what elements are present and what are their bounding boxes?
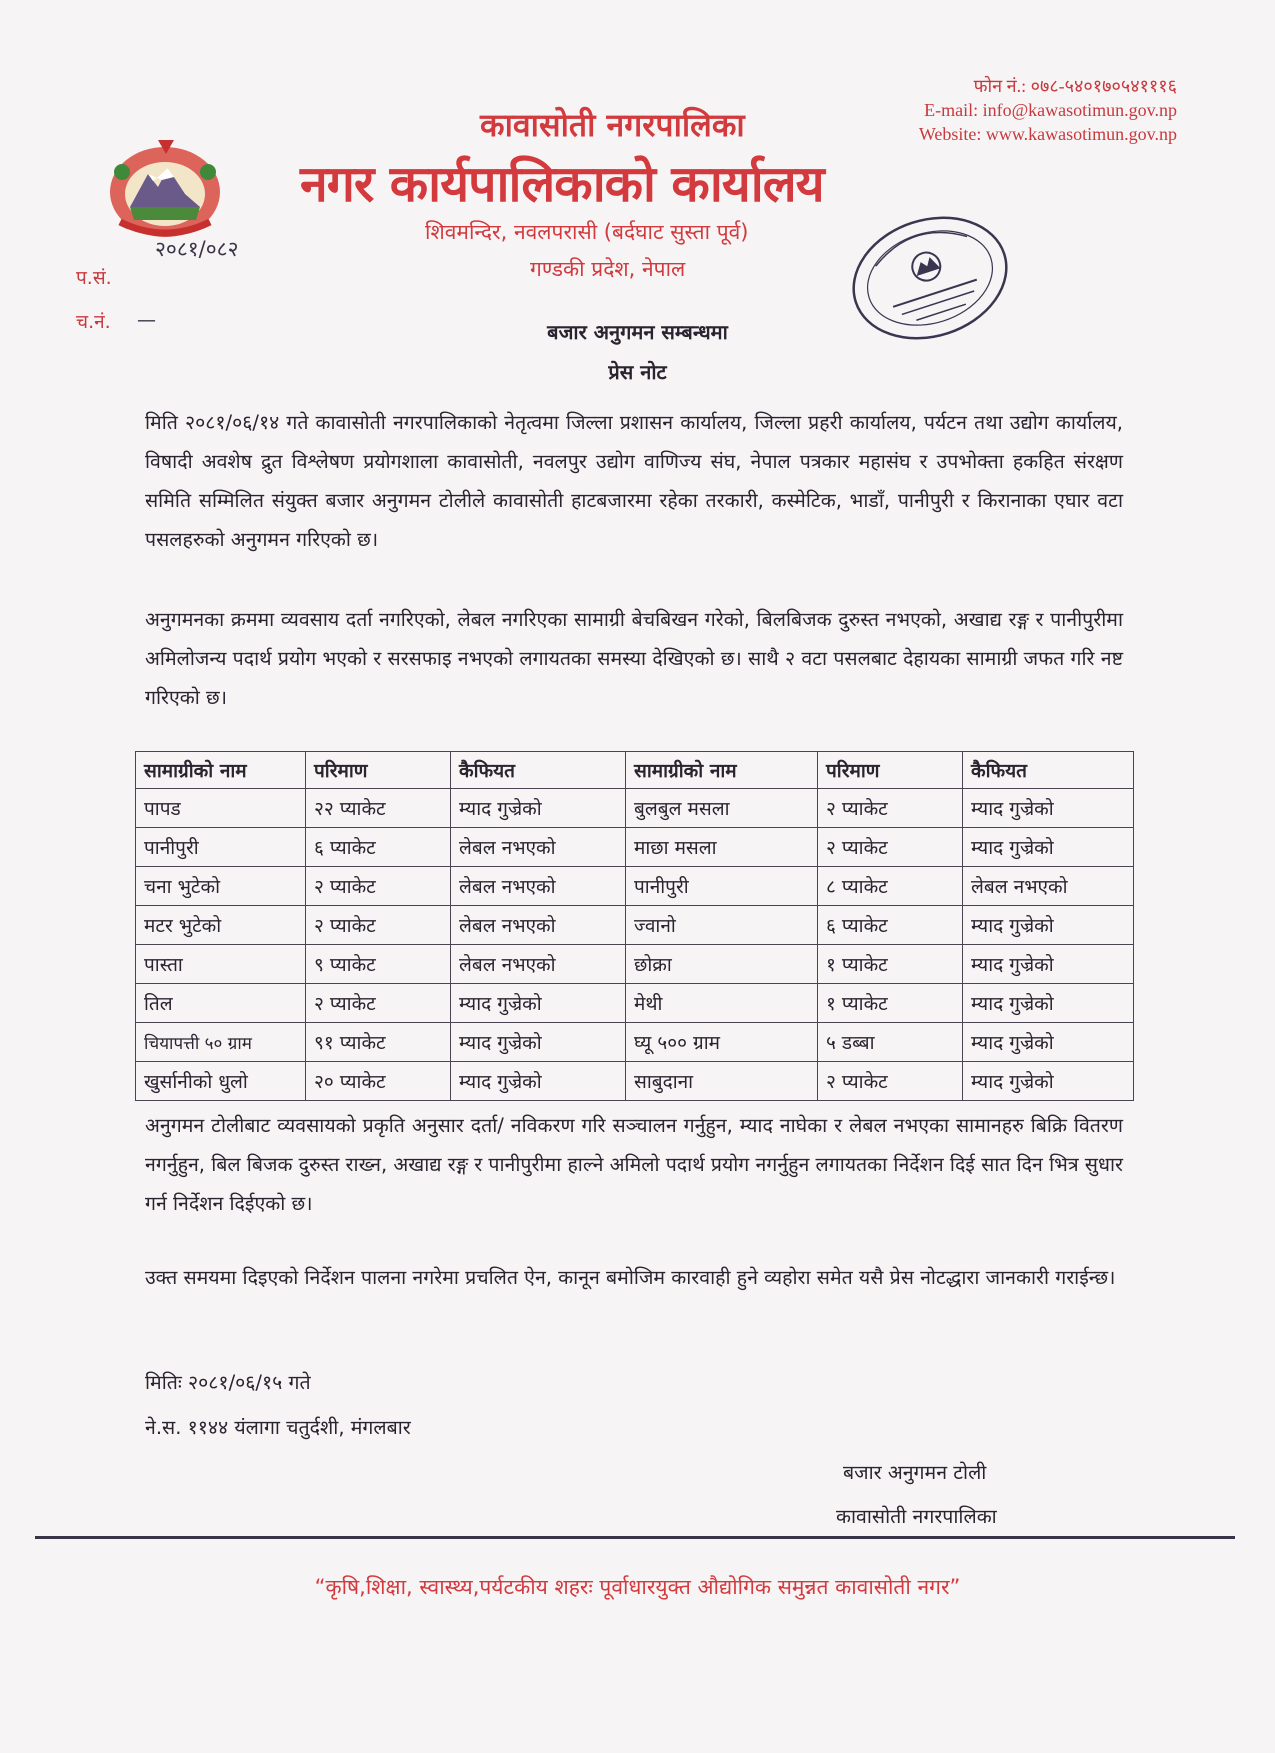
table-cell: २२ प्याकेट	[306, 789, 451, 828]
table-cell: १ प्याकेट	[818, 984, 963, 1023]
table-cell: म्याद गुज्रेको	[963, 828, 1134, 867]
header-remarks: कैफियत	[451, 752, 626, 789]
press-note-heading: प्रेस नोट	[608, 360, 667, 384]
fiscal-year: २०८१/०८२	[155, 237, 239, 261]
header-quantity: परिमाण	[818, 752, 963, 789]
table-cell: म्याद गुज्रेको	[963, 789, 1134, 828]
phone-number: फोन नं.: ०७८-५४०१७०५४१११६	[973, 76, 1177, 96]
table-cell: तिल	[136, 984, 306, 1023]
office-name: नगर कार्यपालिकाको कार्यालय	[300, 155, 824, 213]
table-cell: म्याद गुज्रेको	[963, 1062, 1134, 1101]
contact-block	[919, 74, 1177, 146]
signatory-municipality: कावासोती नगरपालिका	[836, 1505, 997, 1528]
table-cell: खुर्सानीको धुलो	[136, 1062, 306, 1101]
table-cell: लेबल नभएको	[963, 867, 1134, 906]
table-row	[136, 867, 1134, 906]
table-cell: म्याद गुज्रेको	[963, 906, 1134, 945]
table-cell: बुलबुल मसला	[626, 789, 818, 828]
table-cell: छोक्रा	[626, 945, 818, 984]
nepal-sambat-date: ने.स. ११४४ यंलागा चतुर्दशी, मंगलबार	[145, 1416, 411, 1439]
table-cell: म्याद गुज्रेको	[451, 789, 626, 828]
address-line-1: शिवमन्दिर, नवलपरासी (बर्दघाट सुस्ता पूर्व)	[425, 220, 749, 244]
table-cell: ९ प्याकेट	[306, 945, 451, 984]
header-remarks: कैफियत	[963, 752, 1134, 789]
email-address: E-mail: info@kawasotimun.gov.np	[924, 100, 1177, 120]
paragraph-directives: अनुगमन टोलीबाट व्यवसायको प्रकृति अनुसार दर्ता/ नविकरण गरि सञ्चालन गर्नुहुन, म्याद नाघेका र लेबल नभएका सामानहरु बिक्रि वितरण नगर्नुहुन, बिल बिजक दुरुस्त राख्न, अखाद्य रङ्ग र पानीपुरीमा हाल्ने अमिलो पदार्थ प्रयोग नगर्नुहुन लगायतका निर्देशन दिई सात दिन भित्र सुधार गर्न निर्देशन दिईएको छ।	[145, 1114, 1123, 1215]
table-cell: २ प्याकेट	[306, 867, 451, 906]
letter-subject: बजार अनुगमन सम्बन्धमा	[547, 320, 728, 344]
table-cell: १ प्याकेट	[818, 945, 963, 984]
table-cell: ज्वानो	[626, 906, 818, 945]
issue-date: मितिः २०८१/०६/१५ गते	[145, 1371, 311, 1394]
table-cell: मटर भुटेको	[136, 906, 306, 945]
table-cell: मेथी	[626, 984, 818, 1023]
table-cell: ९१ प्याकेट	[306, 1023, 451, 1062]
municipality-name: कावासोती नगरपालिका	[480, 106, 745, 144]
table-cell: म्याद गुज्रेको	[451, 1023, 626, 1062]
table-row	[136, 984, 1134, 1023]
table-row	[136, 1062, 1134, 1101]
paragraph-findings: अनुगमनका क्रममा व्यवसाय दर्ता नगरिएको, लेबल नगरिएका सामाग्री बेचबिखन गरेको, बिलबिजक दुरुस्त नभएको, अखाद्य रङ्ग र पानीपुरीमा अमिलोजन्य पदार्थ प्रयोग भएको र सरसफाइ नभएको लगायतका समस्या देखिएको छ। साथै २ वटा पसलबाट देहायका सामाग्री जफत गरि नष्ट गरिएको छ।	[145, 608, 1123, 709]
table-cell: लेबल नभएको	[451, 906, 626, 945]
table-cell: म्याद गुज्रेको	[451, 1062, 626, 1101]
table-cell: पानीपुरी	[626, 867, 818, 906]
table-cell: घ्यू ५०० ग्राम	[626, 1023, 818, 1062]
table-row	[136, 828, 1134, 867]
table-cell: ८ प्याकेट	[818, 867, 963, 906]
footer-divider	[35, 1536, 1235, 1539]
header-item-name: सामाग्रीको नाम	[136, 752, 306, 789]
table-cell: २० प्याकेट	[306, 1062, 451, 1101]
table-cell: लेबल नभएको	[451, 867, 626, 906]
address-line-2: गण्डकी प्रदेश, नेपाल	[530, 257, 686, 281]
table-header-row	[136, 752, 1134, 789]
reference-number-label: प.सं.	[76, 267, 112, 289]
signatory-team: बजार अनुगमन टोली	[843, 1461, 987, 1484]
table-cell: म्याद गुज्रेको	[963, 984, 1134, 1023]
municipality-slogan: “कृषि,शिक्षा, स्वास्थ्य,पर्यटकीय शहरः पूर्वाधारयुक्त औद्योगिक समुन्नत कावासोती नगर”	[314, 1575, 961, 1599]
header-quantity: परिमाण	[306, 752, 451, 789]
table-cell: २ प्याकेट	[306, 906, 451, 945]
table-cell: पानीपुरी	[136, 828, 306, 867]
table-cell: म्याद गुज्रेको	[451, 984, 626, 1023]
table-cell: ५ डब्बा	[818, 1023, 963, 1062]
website-address: Website: www.kawasotimun.gov.np	[918, 124, 1177, 144]
table-cell: माछा मसला	[626, 828, 818, 867]
table-cell: २ प्याकेट	[306, 984, 451, 1023]
paragraph-monitoring-summary: मिति २०८१/०६/१४ गते कावासोती नगरपालिकाको नेतृत्वमा जिल्ला प्रशासन कार्यालय, जिल्ला प्रहरी कार्यालय, पर्यटन तथा उद्योग कार्यालय, विषादी अवशेष द्रुत विश्लेषण प्रयोगशाला कावासोती, नवलपुर उद्योग वाणिज्य संघ, नेपाल पत्रकार महासंघ र उपभोक्ता हकहित संरक्षण समिति सम्मिलित संयुक्त बजार अनुगमन टोलीले कावासोती हाटबजारमा रहेका तरकारी, कस्मेटिक, भाडाँ, पानीपुरी र किरानाका एघार वटा पसलहरुको अनुगमन गरिएको छ।	[145, 411, 1123, 551]
table-cell: २ प्याकेट	[818, 789, 963, 828]
table-cell: लेबल नभएको	[451, 828, 626, 867]
paragraph-warning: उक्त समयमा दिइएको निर्देशन पालना नगरेमा प्रचलित ऐन, कानून बमोजिम कारवाही हुने व्यहोरा समेत यसै प्रेस नोटद्धारा जानकारी गराईन्छ।	[145, 1266, 1116, 1289]
table-row	[136, 1023, 1134, 1062]
table-cell: २ प्याकेट	[818, 1062, 963, 1101]
table-cell: पापड	[136, 789, 306, 828]
header-item-name: सामाग्रीको नाम	[626, 752, 818, 789]
table-cell: ६ प्याकेट	[306, 828, 451, 867]
table-cell: चना भुटेको	[136, 867, 306, 906]
nepal-emblem-icon	[100, 132, 230, 247]
table-cell: साबुदाना	[626, 1062, 818, 1101]
table-cell: म्याद गुज्रेको	[963, 1023, 1134, 1062]
table-row	[136, 906, 1134, 945]
table-cell: ६ प्याकेट	[818, 906, 963, 945]
dispatch-number-value: —	[137, 309, 156, 331]
table-cell: २ प्याकेट	[818, 828, 963, 867]
dispatch-number-label: च.नं.	[76, 311, 111, 333]
table-cell: लेबल नभएको	[451, 945, 626, 984]
confiscated-items-table	[135, 751, 1134, 1101]
table-cell: चियापत्ती ५० ग्राम	[136, 1023, 306, 1062]
table-row	[136, 789, 1134, 828]
table-cell: म्याद गुज्रेको	[963, 945, 1134, 984]
table-cell: पास्ता	[136, 945, 306, 984]
table-row	[136, 945, 1134, 984]
